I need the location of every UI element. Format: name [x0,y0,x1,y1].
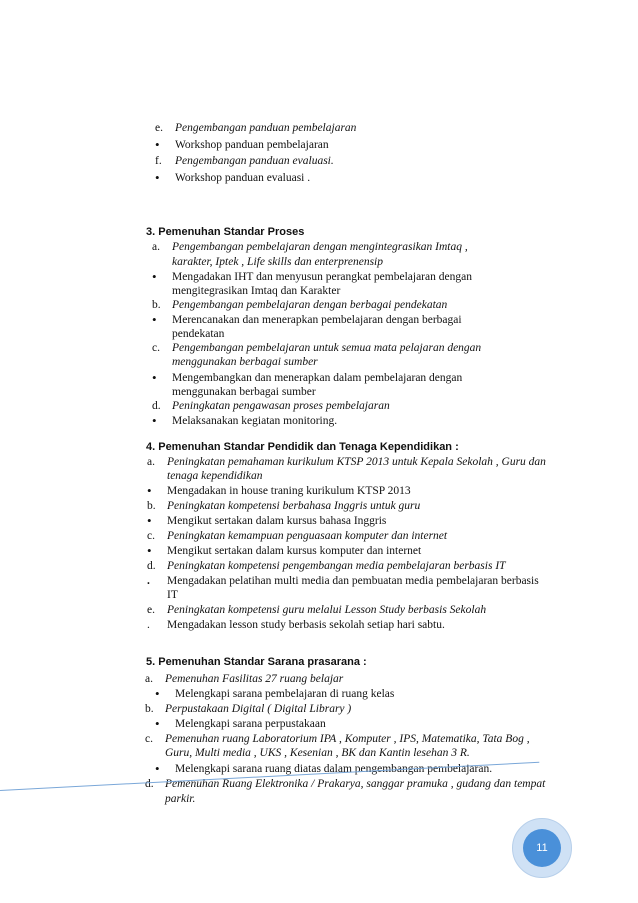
list-item: • Melengkapi sarana perpustakaan [175,717,326,731]
list-item-continuation: mengitegrasikan Imtaq dan Karakter [172,285,341,297]
list-item: • Mengikut sertakan dalam kursus bahasa Inggris [167,514,386,528]
list-item: • Mengadakan IHT dan menyusun perangkat pembelajaran dengan [172,270,472,284]
list-item: a. Pengembangan pembelajaran dengan mengintegrasikan Imtaq , [152,241,468,253]
list-item-continuation: tenaga kependidikan [167,470,263,482]
section-heading: 3. Pemenuhan Standar Proses [146,226,305,238]
list-item-continuation: Guru, Multi media , UKS , Kesenian , BK dan Kantin lesehan 3 R. [165,747,470,759]
list-item: • Melengkapi sarana pembelajaran di ruang kelas [175,687,394,701]
list-item: . Mengadakan lesson study berbasis sekolah setiap hari sabtu. [147,619,445,631]
page-number: 11 [523,829,561,867]
list-item: • Workshop panduan pembelajaran [175,138,329,152]
list-item: d. Peningkatan pengawasan proses pembelajaran [152,400,390,412]
list-item-continuation: menggunakan berbagai sumber [172,386,316,398]
list-item: • Mengembangkan dan menerapkan dalam pembelajaran dengan [172,371,462,385]
list-item: • Merencanakan dan menerapkan pembelajaran dengan berbagai [172,313,462,327]
list-item-continuation: parkir. [165,793,196,805]
list-item: • Mengikut sertakan dalam kursus komputer dan internet [167,544,421,558]
list-item: e. Peningkatan kompetensi guru melalui Lesson Study berbasis Sekolah [147,604,487,616]
list-item: a. Pemenuhan Fasilitas 27 ruang belajar [145,673,344,685]
list-item: b. Peningkatan kompetensi berbahasa Inggris untuk guru [147,500,421,512]
list-item: d. Peningkatan kompetensi pengembangan media pembelajaran berbasis IT [147,560,506,572]
list-item: e. Pengembangan panduan pembelajaran [155,122,357,134]
list-item-continuation: pendekatan [172,328,225,340]
list-item: . Mengadakan pelatihan multi media dan pembuatan media pembelajaran berbasis [147,575,539,587]
list-item: • Workshop panduan evaluasi . [175,171,310,185]
section-heading: 4. Pemenuhan Standar Pendidik dan Tenaga Kependidikan : [146,441,459,453]
list-item-continuation: IT [167,589,178,601]
list-item-continuation: karakter, Iptek , Life skills dan enterprenensip [172,256,384,268]
list-item: a. Peningkatan pemahaman kurikulum KTSP 2013 untuk Kepala Sekolah , Guru dan [147,456,546,468]
list-item: d. Pemenuhan Ruang Elektronika / Prakarya, sanggar pramuka , gudang dan tempat [145,778,546,790]
list-item: c. Pemenuhan ruang Laboratorium IPA , Komputer , IPS, Matematika, Tata Bog , [145,733,530,745]
list-item: • Mengadakan in house traning kurikulum KTSP 2013 [167,484,411,498]
list-item: • Melaksanakan kegiatan monitoring. [172,414,337,428]
list-item: b. Perpustakaan Digital ( Digital Library ) [145,703,352,715]
list-item: • Melengkapi sarana ruang diatas dalam pengembangan pembelajaran. [175,762,492,776]
section-heading: 5. Pemenuhan Standar Sarana prasarana : [146,656,367,668]
list-item: b. Pengembangan pembelajaran dengan berbagai pendekatan [152,299,448,311]
list-item: c. Peningkatan kemampuan penguasaan komputer dan internet [147,530,448,542]
list-item: c. Pengembangan pembelajaran untuk semua mata pelajaran dengan [152,342,482,354]
list-item-continuation: menggunakan berbagai sumber [172,356,318,368]
list-item: f. Pengembangan panduan evaluasi. [155,155,334,167]
